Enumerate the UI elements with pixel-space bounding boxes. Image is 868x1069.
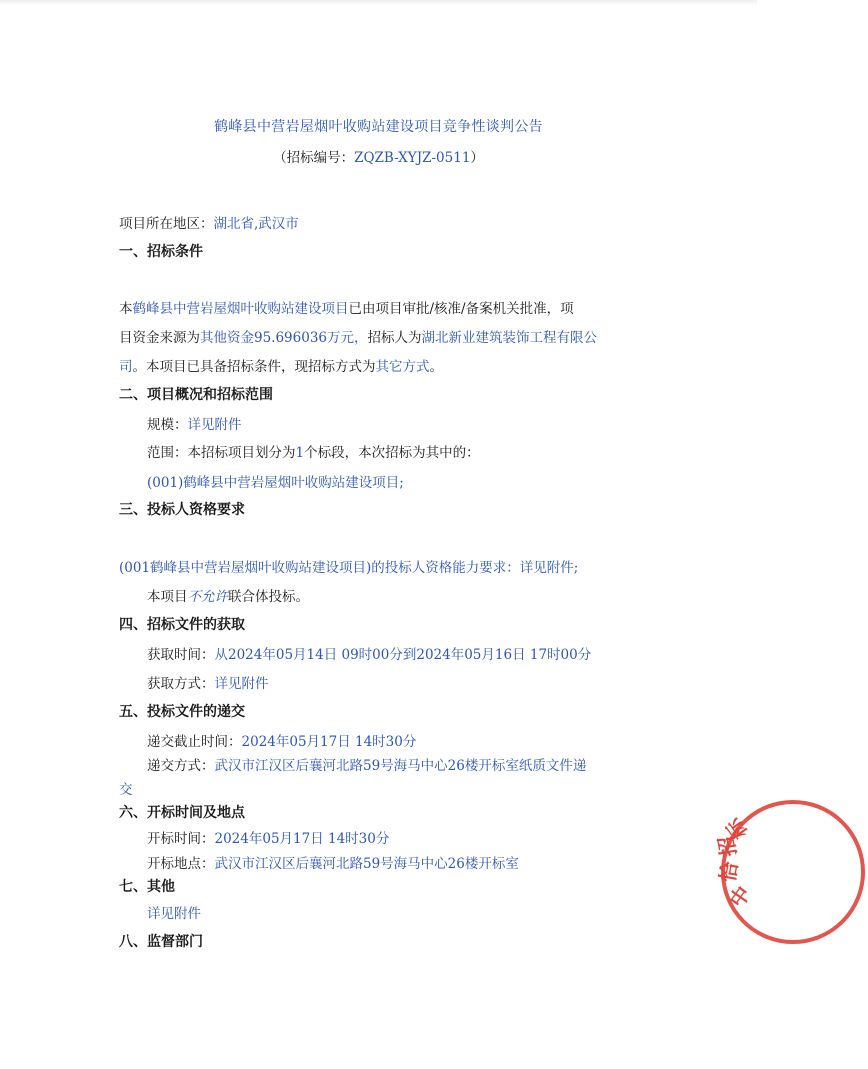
s1-l2a: 目资金来源为: [119, 330, 200, 346]
joint-a: 本项目: [147, 589, 188, 605]
section-1-line-2: [119, 326, 597, 346]
obtain-time-value: 从2024年05月14日 09时00分到2024年05月16日 17时00分: [214, 647, 592, 663]
joint-c: 联合体投标。: [228, 589, 309, 605]
obtain-method-row: [147, 672, 269, 692]
s1-l3d: 。: [429, 359, 443, 375]
fund-source: 其他资金95.696036万元，: [200, 330, 368, 346]
section-1-line-1: [119, 297, 574, 317]
obtain-time-label: 获取时间：: [147, 647, 215, 663]
company-seal: [713, 797, 868, 947]
scale-label: 规模：: [147, 417, 188, 433]
lot-item: (001)鹤峰县中营岩屋烟叶收购站建设项目;: [147, 475, 404, 491]
submit-method-row: [147, 754, 586, 774]
region-label: 项目所在地区：: [119, 216, 214, 232]
deadline-row: [147, 730, 416, 750]
seal-char-2: 恰: [715, 860, 743, 884]
section-1-line-3: [119, 355, 443, 375]
scan-edge: [0, 0, 757, 5]
section-3-heading: 三、投标人资格要求: [119, 502, 245, 518]
tender-code-suffix: ）: [470, 150, 484, 166]
obtain-method-label: 获取方式：: [147, 676, 215, 692]
tenderer-name-cont: 司: [119, 359, 133, 375]
project-name: 鹤峰县中营岩屋烟叶收购站建设项目: [132, 301, 349, 317]
section-8-heading: 八、监督部门: [119, 934, 203, 950]
opening-time-label: 开标时间：: [147, 831, 215, 847]
seal-char-1: 中: [724, 881, 756, 912]
section-5-heading: 五、投标文件的递交: [119, 704, 245, 720]
opening-time-row: [147, 827, 389, 847]
section-2-heading: 二、项目概况和招标范围: [119, 387, 273, 403]
submit-method-cont: 交: [119, 782, 133, 798]
joint-bid-row: [147, 585, 309, 605]
range-row: [147, 441, 480, 461]
range-a: 范围：本招标项目划分为: [147, 445, 296, 461]
tender-code-prefix: （招标编号：: [273, 150, 355, 166]
other-value: 详见附件: [147, 906, 201, 922]
s1-l1c: 已由项目审批/核准/备案机关批准，项: [348, 301, 574, 317]
seal-char-4: 标: [720, 813, 753, 844]
section-1-heading: 一、招标条件: [119, 244, 203, 260]
seal-char-3: 招: [713, 834, 741, 859]
obtain-time-row: [147, 643, 591, 663]
submit-method-label: 递交方式：: [147, 758, 215, 774]
project-region: [119, 212, 299, 232]
region-value: 湖北省,武汉市: [213, 216, 299, 232]
deadline-value: 2024年05月17日 14时30分: [241, 734, 417, 750]
section-7-heading: 七、其他: [119, 879, 175, 895]
s1-l1a: 本: [119, 301, 133, 317]
document-title: 鹤峰县中营岩屋烟叶收购站建设项目竞争性谈判公告: [214, 119, 543, 135]
tender-code: [0, 146, 757, 166]
scale-value: 详见附件: [187, 417, 242, 433]
opening-place-row: [147, 852, 519, 872]
s1-l2c: 招标人为: [367, 330, 422, 346]
opening-place-label: 开标地点：: [147, 856, 215, 872]
scale-row: [147, 413, 242, 433]
section-4-heading: 四、招标文件的获取: [119, 617, 245, 633]
opening-place-value: 武汉市江汉区后襄河北路59号海马中心26楼开标室: [214, 856, 519, 872]
lot-count: 1: [295, 445, 305, 461]
deadline-label: 递交截止时间：: [147, 734, 242, 750]
section-6-heading: 六、开标时间及地点: [119, 805, 245, 821]
tenderer-name: 湖北新业建筑装饰工程有限公: [421, 330, 598, 346]
tender-code-value: ZQZB-XYJZ-0511: [354, 150, 471, 166]
joint-status: 不允许: [187, 589, 228, 605]
tender-method: 其它方式: [375, 359, 430, 375]
range-c: 个标段，本次招标为其中的：: [304, 445, 480, 461]
submit-method-value: 武汉市江汉区后襄河北路59号海马中心26楼开标室纸质文件递: [214, 758, 587, 774]
s1-l3b: 。本项目已具备招标条件，现招标方式为: [132, 359, 376, 375]
qualification-requirement: (001鹤峰县中营岩屋烟叶收购站建设项目)的投标人资格能力要求：详见附件;: [119, 560, 579, 576]
obtain-method-value: 详见附件: [214, 676, 269, 692]
opening-time-value: 2024年05月17日 14时30分: [214, 831, 390, 847]
